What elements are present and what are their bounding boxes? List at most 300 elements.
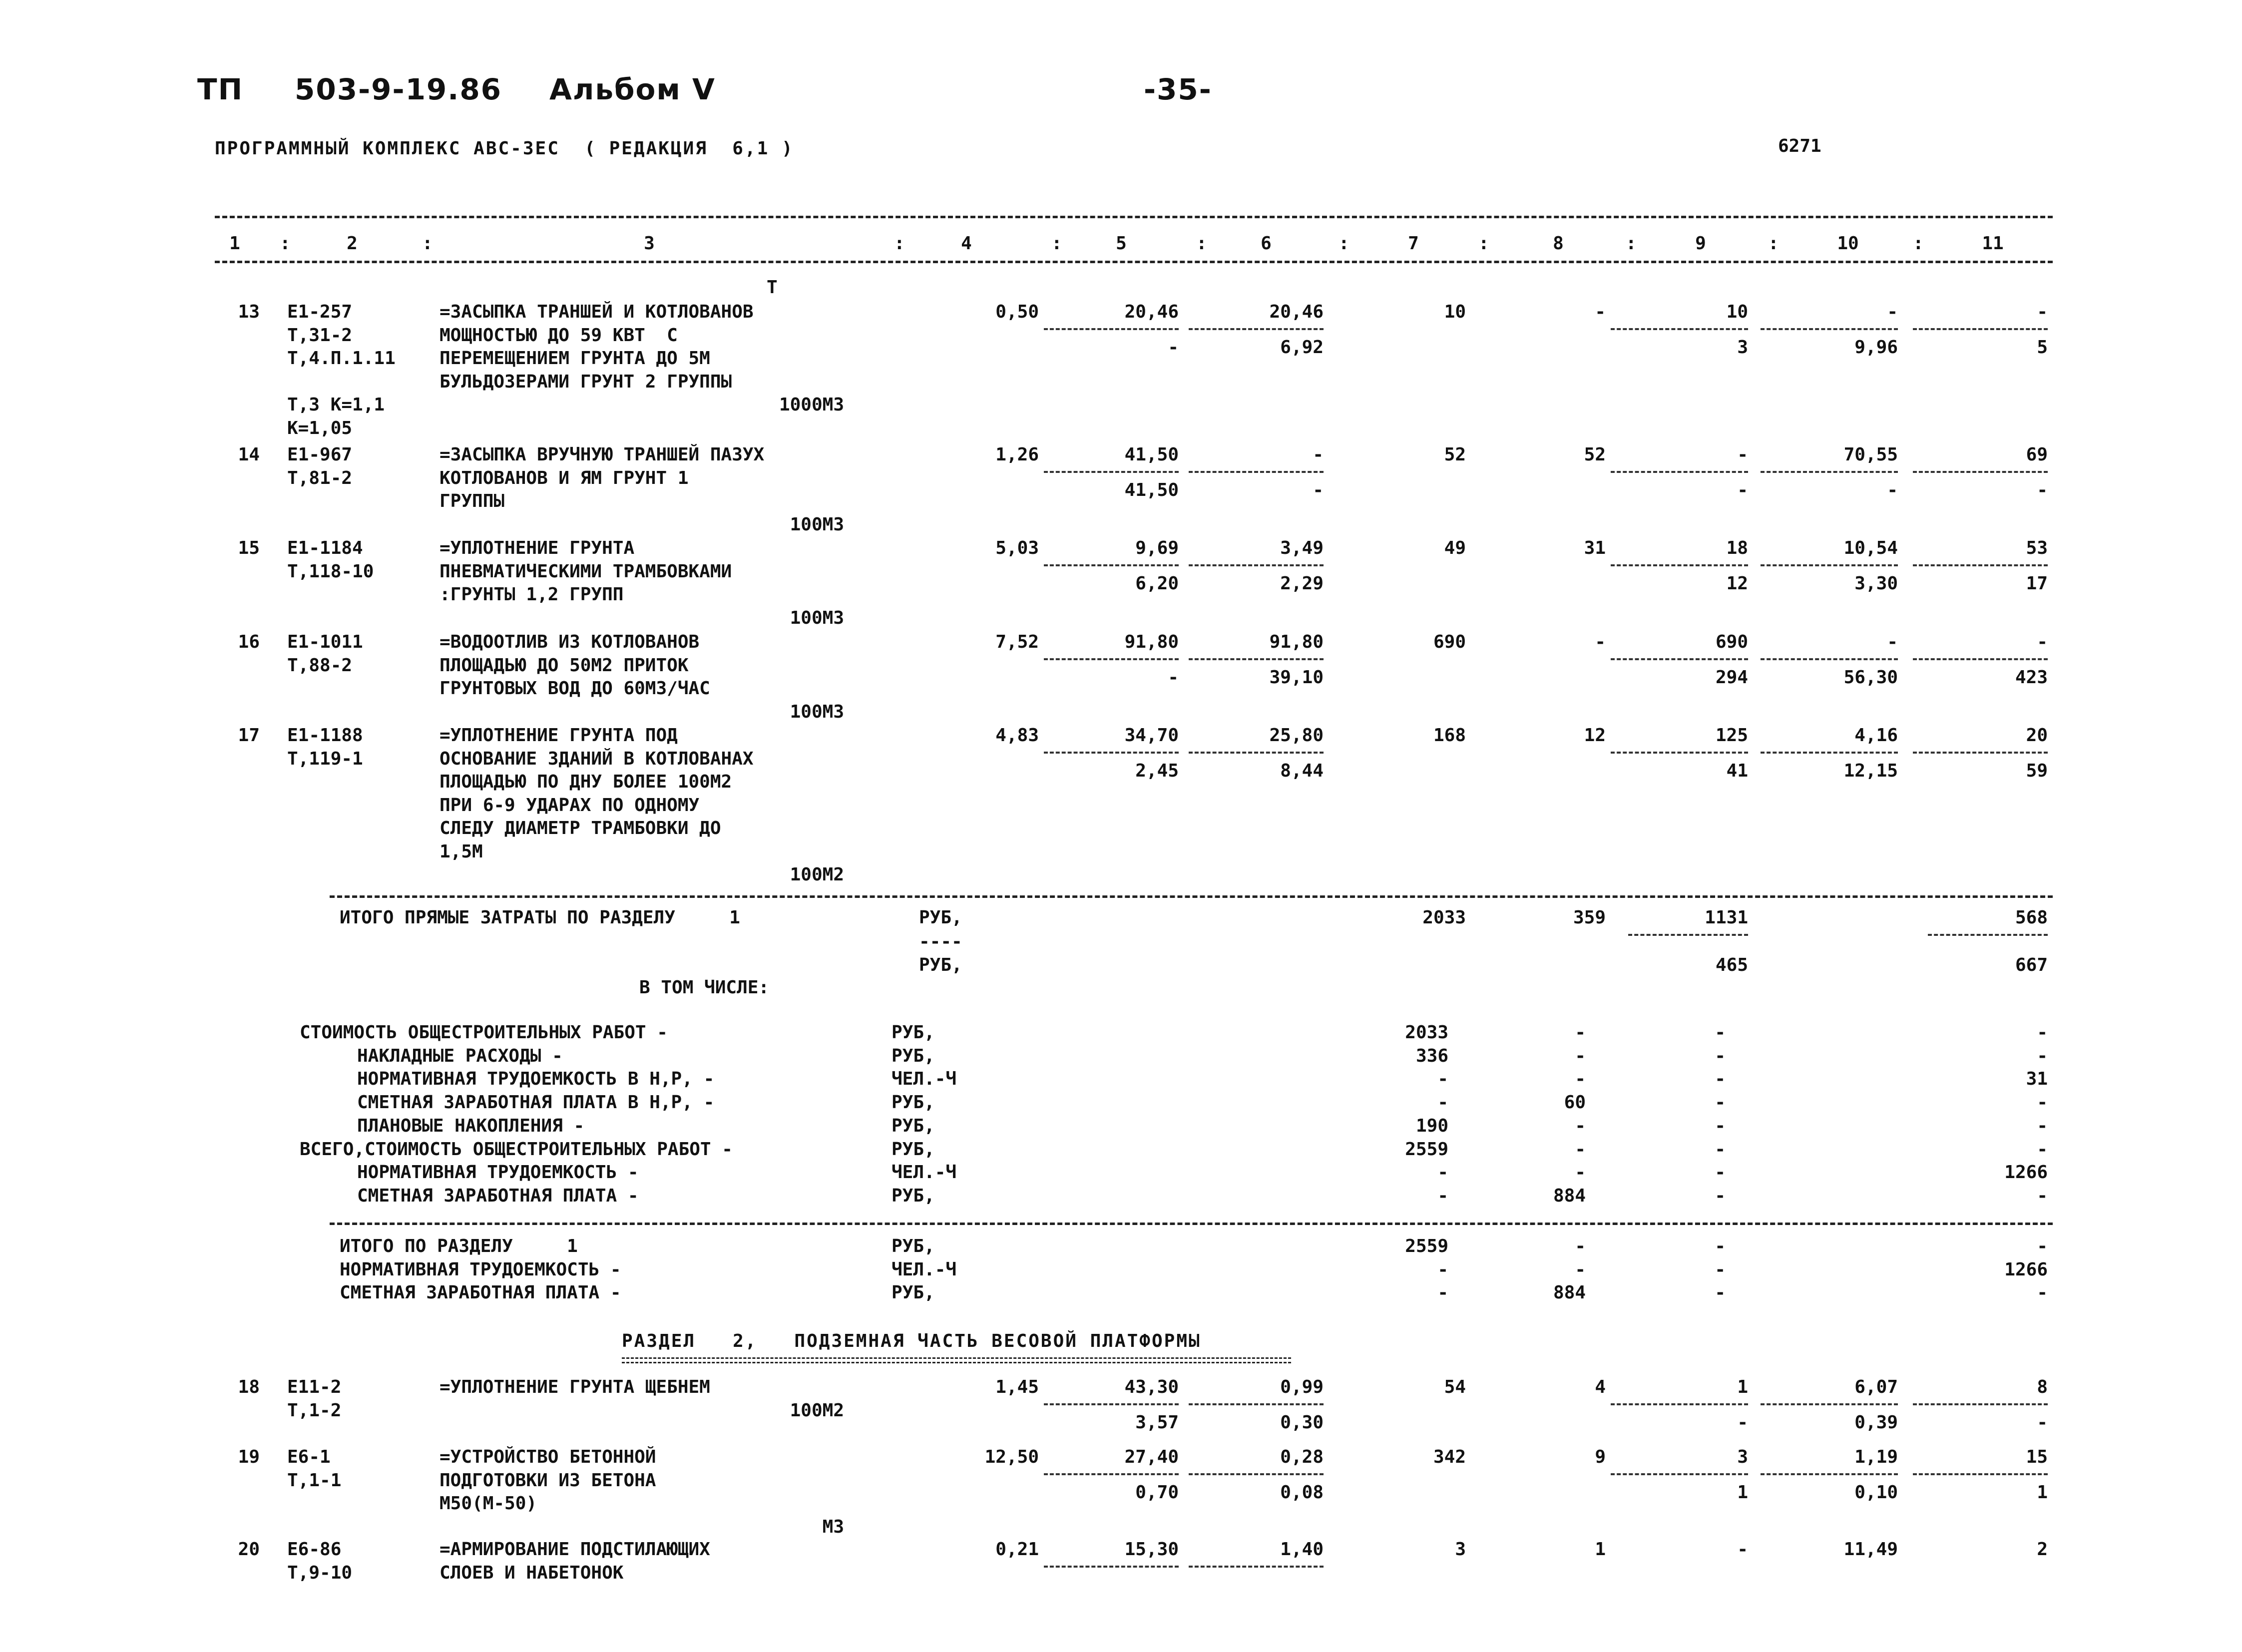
column-header-6: 6: [1261, 233, 1272, 254]
work-name: КОТЛОВАНОВ И ЯМ ГРУНТ 1: [440, 467, 689, 488]
subheading-including: В ТОМ ЧИСЛЕ:: [639, 977, 770, 998]
summary-value-c11: -: [2037, 1045, 2048, 1066]
value-c5: 9,69: [1135, 538, 1179, 558]
subtotal-rule: [1189, 564, 1324, 566]
summary-value-c7: -: [1437, 1069, 1448, 1090]
column-header-9: 9: [1695, 233, 1706, 254]
totals-label: ИТОГО ПРЯМЫЕ ЗАТРАТЫ ПО РАЗДЕЛУ 1: [340, 907, 740, 928]
unit-of-measure: М3: [822, 1516, 844, 1537]
work-name: :ГРУНТЫ 1,2 ГРУПП: [440, 584, 624, 605]
wage-value-c6b: 6,92: [1280, 337, 1324, 358]
value-c10: 6,07: [1854, 1377, 1898, 1397]
value-c7: 342: [1433, 1447, 1466, 1467]
wage-value-c10b: 3,30: [1854, 573, 1898, 594]
subtotal-rule: [1761, 752, 1898, 754]
work-name: ПЕРЕМЕЩЕНИЕМ ГРУНТА ДО 5М: [440, 348, 710, 369]
column-header-2: 2: [347, 233, 358, 254]
column-separator: :: [894, 233, 905, 254]
album-label: Альбом V: [549, 72, 716, 106]
value-c10: 70,55: [1843, 444, 1898, 465]
value-c5: 91,80: [1124, 632, 1179, 652]
summary-value-c7: 2033: [1405, 1022, 1448, 1043]
norm-code: Е1-1011: [287, 632, 363, 652]
row-number: 15: [238, 538, 260, 558]
summary-label: ВСЕГО,СТОИМОСТЬ ОБЩЕСТРОИТЕЛЬНЫХ РАБОТ -: [300, 1139, 733, 1160]
wage-value-c6b: 0,08: [1280, 1482, 1324, 1503]
page-number: -35-: [1144, 72, 1212, 106]
subtotal-rule: [1913, 564, 2048, 566]
value-c9: -: [1737, 444, 1748, 465]
value-c10: 1,19: [1854, 1447, 1898, 1467]
value-c9: 125: [1715, 725, 1748, 746]
summary-value-c11: -: [2037, 1115, 2048, 1136]
summary-value-c11: -: [2037, 1092, 2048, 1113]
column-header-8: 8: [1553, 233, 1564, 254]
value-c11: 20: [2026, 725, 2048, 746]
totals-wage-c11: 667: [2015, 955, 2048, 975]
totals-rule-c9: [1628, 934, 1748, 936]
wage-value-c10b: 0,39: [1854, 1412, 1898, 1433]
work-name: =ВОДООТЛИВ ИЗ КОТЛОВАНОВ: [440, 632, 700, 652]
wage-value-c11b: -: [2037, 480, 2048, 500]
value-c6: -: [1313, 444, 1324, 465]
value-c10: -: [1887, 632, 1898, 652]
section-total-unit: РУБ,: [892, 1282, 935, 1303]
summary-value-c11: -: [2037, 1139, 2048, 1160]
column-header-7: 7: [1408, 233, 1419, 254]
value-c7: 690: [1433, 632, 1466, 652]
subtotal-rule: [1189, 1403, 1324, 1405]
wage-value-c5b: 2,45: [1135, 761, 1179, 781]
summary-label: НАКЛАДНЫЕ РАСХОДЫ -: [357, 1045, 563, 1066]
section-total-unit: ЧЕЛ.-Ч: [892, 1259, 957, 1280]
subtotal-rule: [1611, 564, 1748, 566]
value-c5: 20,46: [1124, 302, 1179, 322]
value-c4: 7,52: [995, 632, 1039, 652]
wage-value-c9b: -: [1737, 480, 1748, 500]
wage-value-c6b: 39,10: [1269, 667, 1324, 688]
norm-code: Е6-1: [287, 1447, 331, 1467]
totals-value-c9: 1131: [1705, 907, 1748, 928]
wage-value-c5b: -: [1168, 667, 1179, 688]
section-total-c8: -: [1575, 1259, 1586, 1280]
subtotal-rule: [1913, 752, 2048, 754]
unit-of-measure: 1000М3: [779, 395, 844, 415]
value-c7: 3: [1455, 1539, 1466, 1560]
subtotal-rule: [1611, 658, 1748, 660]
value-c6: 25,80: [1269, 725, 1324, 746]
unit-of-measure: 100М2: [790, 864, 844, 885]
summary-value-c7: 190: [1415, 1115, 1448, 1136]
subtotal-rule: [1913, 328, 2048, 330]
summary-value-c11: 1266: [2004, 1162, 2048, 1183]
subtotal-rule: [1913, 471, 2048, 473]
project-number: 503-9-19.86: [295, 72, 502, 106]
value-c8: 1: [1595, 1539, 1606, 1560]
subtotal-rule: [1913, 1473, 2048, 1475]
section-total-c11: 1266: [2004, 1259, 2048, 1280]
wage-value-c6b: -: [1313, 480, 1324, 500]
norm-code: Т,9-10: [287, 1562, 353, 1583]
program-line: ПРОГРАММНЫЙ КОМПЛЕКС АВС-ЗЕС ( РЕДАКЦИЯ 6,1 ): [215, 138, 794, 159]
norm-code: Е1-1184: [287, 538, 363, 558]
value-c9: 3: [1737, 1447, 1748, 1467]
value-c11: 2: [2037, 1539, 2048, 1560]
wage-value-c9b: 1: [1737, 1482, 1748, 1503]
summary-value-c7: -: [1437, 1185, 1448, 1206]
subtotal-rule: [1044, 328, 1179, 330]
work-name: МОЩНОСТЬЮ ДО 59 КВТ С: [440, 325, 678, 346]
totals-unit-separator: ----: [919, 931, 962, 952]
subtotal-rule: [1189, 471, 1324, 473]
value-c9: 10: [1726, 302, 1748, 322]
value-c5: 34,70: [1124, 725, 1179, 746]
wage-value-c10b: -: [1887, 480, 1898, 500]
unit-of-measure: 100М3: [790, 607, 844, 628]
summary-unit: РУБ,: [892, 1139, 935, 1160]
work-name: СЛОЕВ И НАБЕТОНОК: [440, 1562, 624, 1583]
work-name: =ЗАСЫПКА ВРУЧНУЮ ТРАНШЕЙ ПАЗУХ: [440, 444, 765, 465]
subtotal-rule: [1044, 564, 1179, 566]
summary-label: СТОИМОСТЬ ОБЩЕСТРОИТЕЛЬНЫХ РАБОТ -: [300, 1022, 668, 1043]
row-number: 13: [238, 302, 260, 322]
subtotal-rule: [1761, 471, 1898, 473]
section-2-title-underline: [622, 1357, 1291, 1363]
work-name: =УПЛОТНЕНИЕ ГРУНТА: [440, 538, 635, 558]
work-name: ПРИ 6-9 УДАРАХ ПО ОДНОМУ: [440, 795, 700, 816]
summary-value-c9: -: [1715, 1139, 1726, 1160]
summary-value-c9: -: [1715, 1045, 1726, 1066]
subtotal-rule: [1611, 328, 1748, 330]
value-c6: 0,99: [1280, 1377, 1324, 1397]
wage-value-c11b: 423: [2015, 667, 2048, 688]
summary-unit: РУБ,: [892, 1045, 935, 1066]
subtotal-rule: [1189, 1473, 1324, 1475]
summary-unit: РУБ,: [892, 1092, 935, 1113]
section-total-c9: -: [1715, 1259, 1726, 1280]
norm-code: Е1-967: [287, 444, 353, 465]
value-c4: 0,21: [995, 1539, 1039, 1560]
summary-value-c9: -: [1715, 1115, 1726, 1136]
wage-value-c6b: 8,44: [1280, 761, 1324, 781]
wage-value-c10b: 0,10: [1854, 1482, 1898, 1503]
totals-value-c11: 568: [2015, 907, 2048, 928]
norm-code: Т,81-2: [287, 467, 353, 488]
section-total-label: СМЕТНАЯ ЗАРАБОТНАЯ ПЛАТА -: [340, 1282, 621, 1303]
column-separator: :: [1768, 233, 1779, 254]
norm-code: Т,4.П.1.11: [287, 348, 396, 369]
work-name: ПЛОЩАДЬЮ ДО 50М2 ПРИТОК: [440, 655, 689, 676]
section-total-c9: -: [1715, 1282, 1726, 1303]
value-c9: 1: [1737, 1377, 1748, 1397]
value-c6: 20,46: [1269, 302, 1324, 322]
value-c7: 10: [1444, 302, 1466, 322]
subtotal-rule: [1761, 564, 1898, 566]
work-name: ГРУНТОВЫХ ВОД ДО 60М3/ЧАС: [440, 678, 710, 699]
wage-value-c5b: 6,20: [1135, 573, 1179, 594]
subtotal-rule: [1189, 328, 1324, 330]
value-c6: 0,28: [1280, 1447, 1324, 1467]
summary-value-c7: -: [1437, 1162, 1448, 1183]
column-header-3: 3: [644, 233, 655, 254]
totals-value-c7: 2033: [1422, 907, 1466, 928]
summary-unit: РУБ,: [892, 1022, 935, 1043]
subtotal-rule: [1611, 1403, 1748, 1405]
column-header-4: 4: [961, 233, 972, 254]
summary-label: НОРМАТИВНАЯ ТРУДОЕМКОСТЬ -: [357, 1162, 639, 1183]
norm-code: Е11-2: [287, 1377, 342, 1397]
value-c4: 0,50: [995, 302, 1039, 322]
value-c6: 91,80: [1269, 632, 1324, 652]
value-c10: 10,54: [1843, 538, 1898, 558]
value-c8: 9: [1595, 1447, 1606, 1467]
section-marker: Т: [767, 277, 778, 298]
norm-code: Т,1-2: [287, 1400, 342, 1421]
summary-value-c8: 60: [1564, 1092, 1586, 1113]
work-name: =УПЛОТНЕНИЕ ГРУНТА ПОД: [440, 725, 678, 746]
subtotal-rule: [1044, 752, 1179, 754]
row-number: 20: [238, 1539, 260, 1560]
totals-value-c8: 359: [1573, 907, 1606, 928]
value-c11: -: [2037, 302, 2048, 322]
wage-value-c9b: 12: [1726, 573, 1748, 594]
wage-value-c11b: 59: [2026, 761, 2048, 781]
totals-unit: РУБ,: [919, 907, 962, 928]
value-c5: 27,40: [1124, 1447, 1179, 1467]
value-c8: -: [1595, 302, 1606, 322]
value-c8: 52: [1584, 444, 1606, 465]
row-number: 17: [238, 725, 260, 746]
wage-value-c10b: 56,30: [1843, 667, 1898, 688]
wage-value-c6b: 0,30: [1280, 1412, 1324, 1433]
value-c5: 43,30: [1124, 1377, 1179, 1397]
work-name: ГРУППЫ: [440, 491, 505, 511]
wage-value-c5b: 0,70: [1135, 1482, 1179, 1503]
totals-rule: [330, 895, 2053, 898]
wage-value-c11b: 17: [2026, 573, 2048, 594]
subtotal-rule: [1611, 1473, 1748, 1475]
value-c4: 4,83: [995, 725, 1039, 746]
value-c8: -: [1595, 632, 1606, 652]
work-name: БУЛЬДОЗЕРАМИ ГРУНТ 2 ГРУППЫ: [440, 371, 732, 392]
value-c11: 8: [2037, 1377, 2048, 1397]
value-c5: 41,50: [1124, 444, 1179, 465]
section-total-c7: 2559: [1405, 1236, 1448, 1256]
wage-value-c10b: 9,96: [1854, 337, 1898, 358]
row-number: 16: [238, 632, 260, 652]
summary-value-c8: -: [1575, 1115, 1586, 1136]
norm-code: Т,31-2: [287, 325, 353, 346]
norm-code: К=1,05: [287, 417, 353, 438]
section-total-c7: -: [1437, 1259, 1448, 1280]
summary-label: СМЕТНАЯ ЗАРАБОТНАЯ ПЛАТА В Н,Р, -: [357, 1092, 715, 1113]
column-header-5: 5: [1116, 233, 1127, 254]
subtotal-rule: [1913, 658, 2048, 660]
value-c5: 15,30: [1124, 1539, 1179, 1560]
column-separator: :: [422, 233, 433, 254]
value-c4: 5,03: [995, 538, 1039, 558]
wage-value-c10b: 12,15: [1843, 761, 1898, 781]
section-total-c11: -: [2037, 1282, 2048, 1303]
work-name: 1,5М: [440, 841, 483, 862]
summary-value-c11: -: [2037, 1022, 2048, 1043]
column-header-10: 10: [1837, 233, 1859, 254]
summary-label: НОРМАТИВНАЯ ТРУДОЕМКОСТЬ В Н,Р, -: [357, 1069, 715, 1090]
column-header-11: 11: [1982, 233, 2004, 254]
unit-of-measure: 100М3: [790, 701, 844, 722]
doc-code: ТП: [197, 72, 244, 106]
subtotal-rule: [1913, 1403, 2048, 1405]
summary-unit: ЧЕЛ.-Ч: [892, 1162, 957, 1183]
value-c11: -: [2037, 632, 2048, 652]
subtotal-rule: [1611, 471, 1748, 473]
section-total-unit: РУБ,: [892, 1236, 935, 1256]
column-separator: :: [1478, 233, 1489, 254]
value-c9: 690: [1715, 632, 1748, 652]
work-name: =УСТРОЙСТВО БЕТОННОЙ: [440, 1447, 656, 1467]
totals-wage-c9: 465: [1715, 955, 1748, 975]
work-name: ОСНОВАНИЕ ЗДАНИЙ В КОТЛОВАНАХ: [440, 748, 754, 769]
summary-value-c8: -: [1575, 1045, 1586, 1066]
subtotal-rule: [1189, 1566, 1324, 1568]
section-total-c7: -: [1437, 1282, 1448, 1303]
work-name: ПЛОЩАДЬЮ ПО ДНУ БОЛЕЕ 100М2: [440, 772, 732, 792]
wage-value-c9b: -: [1737, 1412, 1748, 1433]
wage-value-c11b: 1: [2037, 1482, 2048, 1503]
subtotal-rule: [1044, 1403, 1179, 1405]
subtotal-rule: [1044, 471, 1179, 473]
work-name: СЛЕДУ ДИАМЕТР ТРАМБОВКИ ДО: [440, 818, 721, 838]
value-c11: 53: [2026, 538, 2048, 558]
subtotal-rule: [1761, 1473, 1898, 1475]
row-number: 18: [238, 1377, 260, 1397]
norm-code: Е6-86: [287, 1539, 342, 1560]
work-name: ПОДГОТОВКИ ИЗ БЕТОНА: [440, 1470, 656, 1491]
unit-of-measure: 100М2: [790, 1400, 844, 1421]
value-c8: 31: [1584, 538, 1606, 558]
wage-value-c5b: -: [1168, 337, 1179, 358]
wage-value-c9b: 3: [1737, 337, 1748, 358]
subtotal-rule: [1044, 658, 1179, 660]
wage-value-c9b: 41: [1726, 761, 1748, 781]
subtotal-rule: [1044, 1473, 1179, 1475]
subtotal-rule: [1611, 752, 1748, 754]
section-total-c8: 884: [1553, 1282, 1586, 1303]
value-c11: 15: [2026, 1447, 2048, 1467]
summary-unit: ЧЕЛ.-Ч: [892, 1069, 957, 1090]
work-name: ПНЕВМАТИЧЕСКИМИ ТРАМБОВКАМИ: [440, 561, 732, 582]
column-separator: :: [1626, 233, 1637, 254]
summary-value-c9: -: [1715, 1092, 1726, 1113]
value-c10: 11,49: [1843, 1539, 1898, 1560]
row-number: 19: [238, 1447, 260, 1467]
wage-value-c6b: 2,29: [1280, 573, 1324, 594]
summary-value-c8: -: [1575, 1162, 1586, 1183]
summary-value-c7: -: [1437, 1092, 1448, 1113]
norm-code: Е1-257: [287, 302, 353, 322]
column-header-1: 1: [229, 233, 240, 254]
section-total-c9: -: [1715, 1236, 1726, 1256]
work-name: =ЗАСЫПКА ТРАНШЕЙ И КОТЛОВАНОВ: [440, 302, 754, 322]
work-name: =АРМИРОВАНИЕ ПОДСТИЛАЮЩИХ: [440, 1539, 710, 1560]
value-c4: 1,26: [995, 444, 1039, 465]
norm-code: Т,1-1: [287, 1470, 342, 1491]
value-c10: -: [1887, 302, 1898, 322]
subtotal-rule: [1189, 658, 1324, 660]
value-c9: 18: [1726, 538, 1748, 558]
section-total-c11: -: [2037, 1236, 2048, 1256]
norm-code: Т,118-10: [287, 561, 374, 582]
section-total-c8: -: [1575, 1236, 1586, 1256]
summary-value-c8: -: [1575, 1022, 1586, 1043]
totals-unit-2: РУБ,: [919, 955, 962, 975]
value-c6: 1,40: [1280, 1539, 1324, 1560]
subtotal-rule: [1044, 1566, 1179, 1568]
summary-label: ПЛАНОВЫЕ НАКОПЛЕНИЯ -: [357, 1115, 585, 1136]
header-rule-top: [215, 216, 2053, 218]
value-c8: 4: [1595, 1377, 1606, 1397]
section-total-rule: [330, 1223, 2053, 1225]
value-c7: 54: [1444, 1377, 1466, 1397]
value-c10: 4,16: [1854, 725, 1898, 746]
summary-value-c9: -: [1715, 1185, 1726, 1206]
column-separator: :: [1051, 233, 1062, 254]
value-c11: 69: [2026, 444, 2048, 465]
summary-value-c9: -: [1715, 1162, 1726, 1183]
norm-code: Т,3 К=1,1: [287, 395, 385, 415]
summary-value-c9: -: [1715, 1069, 1726, 1090]
unit-of-measure: 100М3: [790, 514, 844, 535]
row-number: 14: [238, 444, 260, 465]
summary-value-c11: 31: [2026, 1069, 2048, 1090]
totals-rule-c11: [1928, 934, 2048, 936]
subtotal-rule: [1189, 752, 1324, 754]
value-c8: 12: [1584, 725, 1606, 746]
summary-value-c7: 2559: [1405, 1139, 1448, 1160]
column-separator: :: [1196, 233, 1207, 254]
wage-value-c9b: 294: [1715, 667, 1748, 688]
header-rule-bottom: [215, 261, 2053, 263]
summary-value-c8: -: [1575, 1069, 1586, 1090]
wage-value-c5b: 3,57: [1135, 1412, 1179, 1433]
summary-value-c8: -: [1575, 1139, 1586, 1160]
column-separator: :: [1913, 233, 1924, 254]
summary-value-c7: 336: [1415, 1045, 1448, 1066]
sheet-code: 6271: [1778, 136, 1821, 156]
work-name: =УПЛОТНЕНИЕ ГРУНТА ЩЕБНЕМ: [440, 1377, 710, 1397]
wage-value-c11b: -: [2037, 1412, 2048, 1433]
section-total-label: НОРМАТИВНАЯ ТРУДОЕМКОСТЬ -: [340, 1259, 621, 1280]
norm-code: Т,119-1: [287, 748, 363, 769]
subtotal-rule: [1761, 1403, 1898, 1405]
norm-code: Т,88-2: [287, 655, 353, 676]
value-c4: 1,45: [995, 1377, 1039, 1397]
value-c7: 168: [1433, 725, 1466, 746]
summary-label: СМЕТНАЯ ЗАРАБОТНАЯ ПЛАТА -: [357, 1185, 639, 1206]
wage-value-c5b: 41,50: [1124, 480, 1179, 500]
value-c7: 49: [1444, 538, 1466, 558]
section-total-label: ИТОГО ПО РАЗДЕЛУ 1: [340, 1236, 578, 1256]
value-c7: 52: [1444, 444, 1466, 465]
value-c9: -: [1737, 1539, 1748, 1560]
summary-value-c9: -: [1715, 1022, 1726, 1043]
summary-value-c8: 884: [1553, 1185, 1586, 1206]
subtotal-rule: [1761, 658, 1898, 660]
value-c6: 3,49: [1280, 538, 1324, 558]
wage-value-c11b: 5: [2037, 337, 2048, 358]
summary-unit: РУБ,: [892, 1115, 935, 1136]
section-2-title: РАЗДЕЛ 2, ПОДЗЕМНАЯ ЧАСТЬ ВЕСОВОЙ ПЛАТФОРМЫ: [622, 1331, 1201, 1351]
